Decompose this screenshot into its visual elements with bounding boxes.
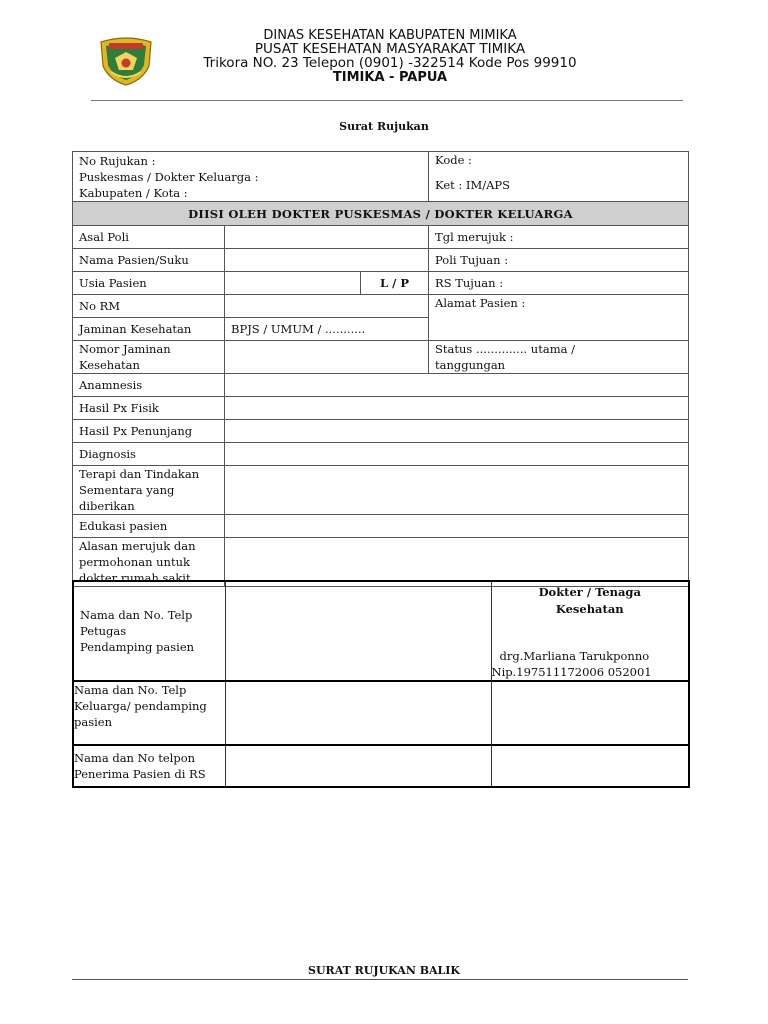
header-divider bbox=[91, 100, 683, 101]
tgl-merujuk-field[interactable]: Tgl merujuk : bbox=[429, 226, 689, 249]
keluarga-line-2: Keluarga/ pendamping bbox=[74, 699, 207, 713]
anamnesis-label: Anamnesis bbox=[73, 374, 225, 397]
keluarga-field[interactable] bbox=[225, 681, 491, 745]
nomor-jaminan-label bbox=[73, 341, 225, 374]
no-rm-label: No RM bbox=[73, 295, 225, 318]
header-city: TIMIKA - PAPUA bbox=[332, 70, 448, 85]
gender-field[interactable]: L / P bbox=[361, 272, 429, 295]
petugas-line-1: Nama dan No. Telp bbox=[80, 608, 193, 622]
diagnosis-field[interactable] bbox=[225, 443, 689, 466]
hasil-penunjang-field[interactable] bbox=[225, 420, 689, 443]
referral-form-table bbox=[72, 151, 689, 587]
rs-tujuan-field[interactable]: RS Tujuan : bbox=[429, 272, 689, 295]
status-field[interactable] bbox=[429, 341, 689, 374]
regency-emblem-icon bbox=[97, 36, 155, 86]
keluarga-label bbox=[73, 681, 225, 745]
petugas-label bbox=[73, 581, 225, 681]
table-row bbox=[73, 152, 689, 202]
penerima-field[interactable] bbox=[225, 745, 491, 787]
petugas-field[interactable] bbox=[225, 581, 491, 681]
header-puskesmas: PUSAT KESEHATAN MASYARAKAT TIMIKA bbox=[254, 41, 526, 57]
nomor-jaminan-line-2: Kesehatan bbox=[79, 358, 140, 372]
edukasi-label: Edukasi pasien bbox=[73, 515, 225, 538]
alasan-line-3: dokter rumah sakit bbox=[79, 571, 191, 585]
header-address: Trikora NO. 23 Telepon (0901) -322514 Kode Pos 99910 bbox=[203, 55, 577, 71]
jaminan-label: Jaminan Kesehatan bbox=[73, 318, 225, 341]
table-row bbox=[73, 466, 689, 515]
alasan-line-1: Alasan merujuk dan bbox=[79, 539, 196, 553]
footer-title: SURAT RUJUKAN BALIK bbox=[308, 964, 460, 977]
header-agency: DINAS KESEHATAN KABUPATEN MIMIKA bbox=[263, 28, 517, 43]
table-row bbox=[73, 397, 689, 420]
table-row bbox=[73, 581, 689, 681]
penerima-line-2: Penerima Pasien di RS bbox=[74, 767, 206, 781]
status-line-1: Status .............. utama / bbox=[435, 342, 575, 356]
footer-divider bbox=[72, 979, 688, 980]
terapi-line-1: Terapi dan Tindakan bbox=[79, 467, 200, 481]
edukasi-field[interactable] bbox=[225, 515, 689, 538]
penerima-sign-field[interactable] bbox=[491, 745, 689, 787]
nomor-jaminan-field[interactable] bbox=[225, 341, 429, 374]
table-row bbox=[73, 681, 689, 745]
asal-poli-label: Asal Poli bbox=[73, 226, 225, 249]
asal-poli-field[interactable] bbox=[225, 226, 429, 249]
ket-label: Ket : IM/APS bbox=[435, 178, 511, 192]
table-row bbox=[73, 374, 689, 397]
kode-label: Kode : bbox=[435, 153, 472, 167]
keluarga-sign-field[interactable] bbox=[491, 681, 689, 745]
doctor-signature-cell[interactable] bbox=[491, 581, 689, 681]
keluarga-line-3: pasien bbox=[74, 715, 113, 729]
alasan-line-2: permohonan untuk bbox=[79, 555, 190, 569]
puskesmas-label: Puskesmas / Dokter Keluarga : bbox=[79, 169, 259, 184]
kabupaten-label: Kabupaten / Kota : bbox=[79, 185, 188, 200]
jaminan-field[interactable]: BPJS / UMUM / ........... bbox=[225, 318, 429, 341]
doctor-nip: Nip.197511172006 052001 bbox=[491, 665, 652, 679]
alamat-pasien-field[interactable]: Alamat Pasien : bbox=[429, 295, 689, 341]
hasil-fisik-field[interactable] bbox=[225, 397, 689, 420]
no-rujukan-label: No Rujukan : bbox=[79, 153, 156, 168]
terapi-line-3: diberikan bbox=[79, 499, 135, 513]
hasil-fisik-label: Hasil Px Fisik bbox=[73, 397, 225, 420]
terapi-field[interactable] bbox=[225, 466, 689, 515]
table-row bbox=[73, 249, 689, 272]
table-row bbox=[73, 745, 689, 787]
form-title: Surat Rujukan bbox=[339, 120, 429, 133]
status-line-2: tanggungan bbox=[435, 358, 506, 372]
diagnosis-label: Diagnosis bbox=[73, 443, 225, 466]
table-row bbox=[73, 515, 689, 538]
petugas-line-3: Pendamping pasien bbox=[80, 640, 195, 654]
hasil-penunjang-label: Hasil Px Penunjang bbox=[73, 420, 225, 443]
nama-pasien-field[interactable] bbox=[225, 249, 429, 272]
kode-cell[interactable] bbox=[429, 152, 689, 202]
table-row bbox=[73, 420, 689, 443]
anamnesis-field[interactable] bbox=[225, 374, 689, 397]
table-row bbox=[73, 443, 689, 466]
penerima-label bbox=[73, 745, 225, 787]
penerima-line-1: Nama dan No telpon bbox=[74, 751, 196, 765]
poli-tujuan-field[interactable]: Poli Tujuan : bbox=[429, 249, 689, 272]
keluarga-line-1: Nama dan No. Telp bbox=[74, 683, 187, 697]
nomor-jaminan-line-1: Nomor Jaminan bbox=[79, 342, 171, 356]
doctor-title-line-2: Kesehatan bbox=[555, 602, 624, 616]
terapi-label bbox=[73, 466, 225, 515]
doctor-name: drg.Marliana Tarukponno bbox=[499, 649, 650, 663]
table-row bbox=[73, 295, 689, 318]
terapi-line-2: Sementara yang bbox=[79, 483, 175, 497]
no-rm-field[interactable] bbox=[225, 295, 429, 318]
referral-header-cell[interactable] bbox=[73, 152, 429, 202]
nama-pasien-label: Nama Pasien/Suku bbox=[73, 249, 225, 272]
table-row bbox=[73, 341, 689, 374]
table-row bbox=[73, 226, 689, 249]
table-row bbox=[73, 202, 689, 226]
doctor-title-line-1: Dokter / Tenaga bbox=[538, 585, 641, 599]
section-title: DIISI OLEH DOKTER PUSKESMAS / DOKTER KELUARGA bbox=[73, 202, 689, 226]
usia-pasien-field[interactable] bbox=[225, 272, 361, 295]
petugas-line-2: Petugas bbox=[80, 624, 127, 638]
signature-table bbox=[72, 580, 690, 788]
table-row bbox=[73, 272, 689, 295]
usia-pasien-label: Usia Pasien bbox=[73, 272, 225, 295]
